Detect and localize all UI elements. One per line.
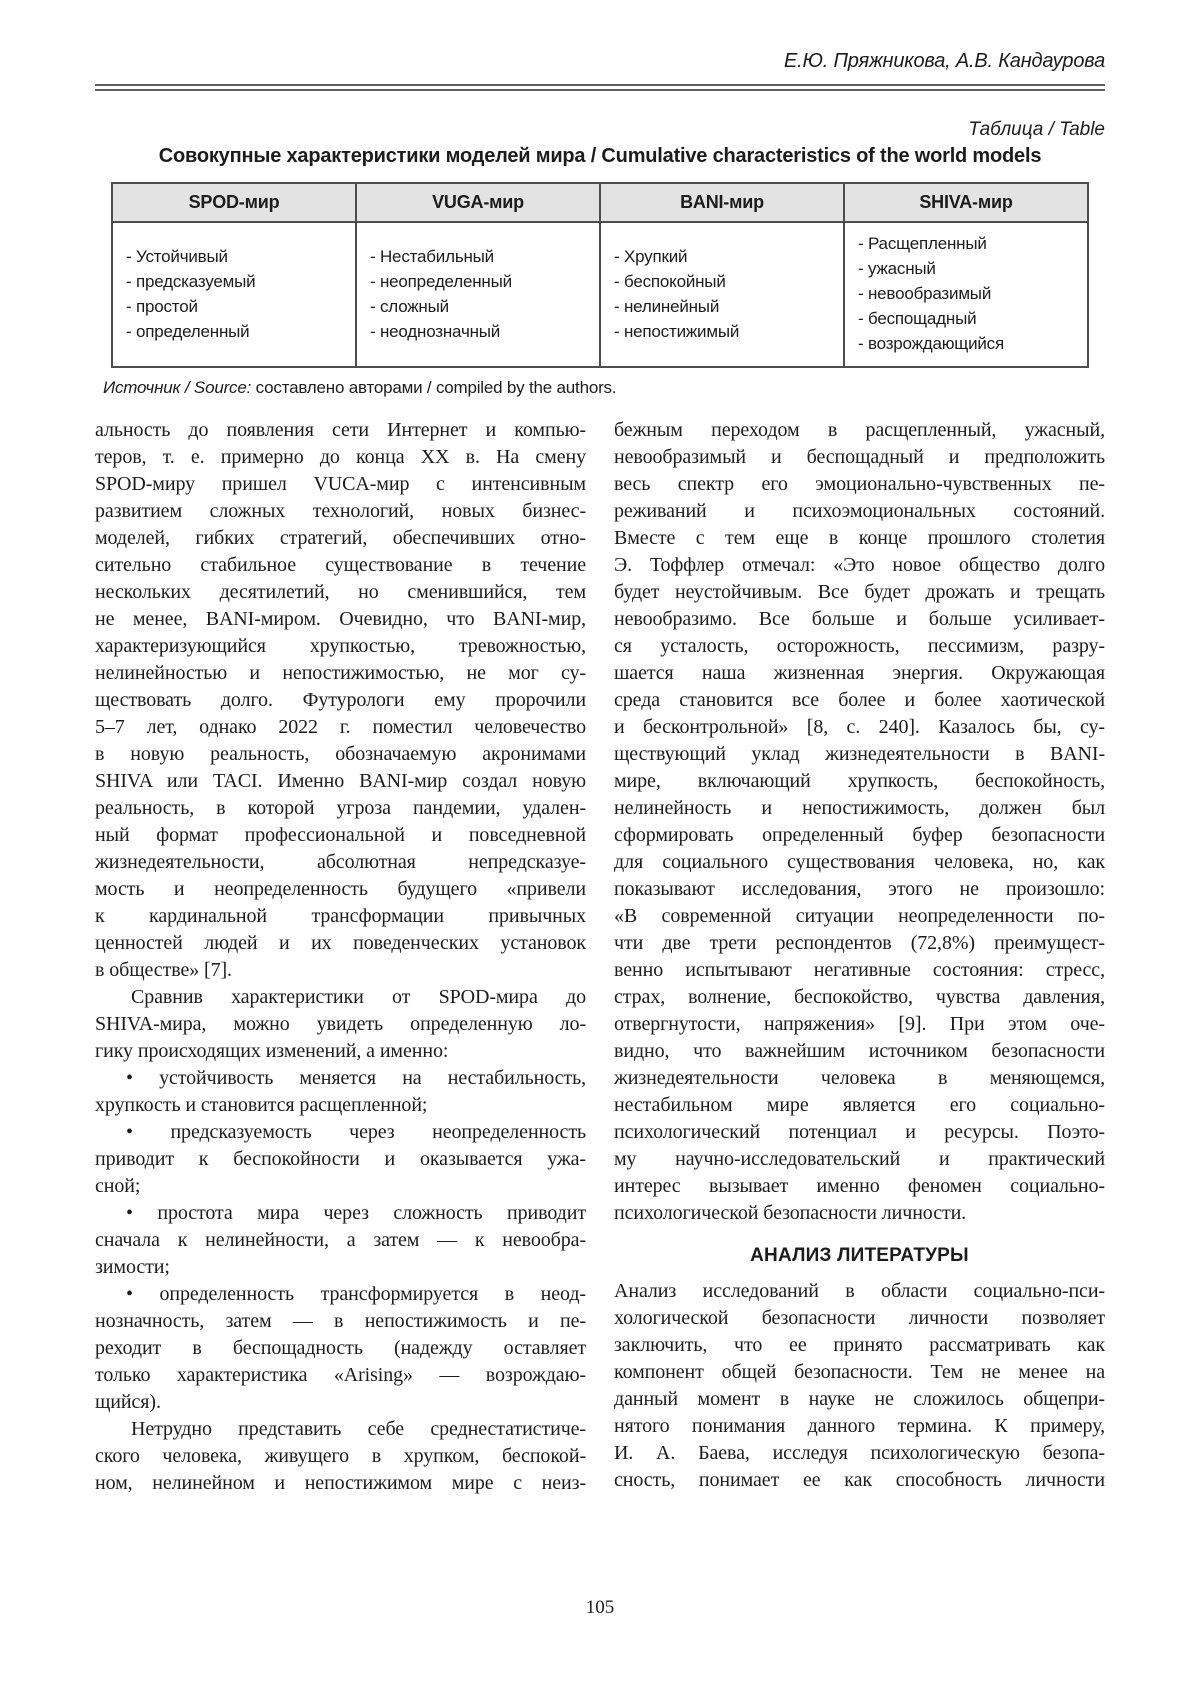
left-column	[95, 417, 586, 1497]
text-line: данный момент в науке не сложилось общепри-	[614, 1388, 1105, 1410]
text-line: жизнедеятельности, абсолютная непредсказуе-	[95, 851, 586, 873]
table-cell	[112, 222, 356, 367]
table-cell-item: - неоднозначный	[370, 321, 501, 341]
text-line: сформировать определенный буфер безопасности	[614, 824, 1105, 846]
text-line: мость и неопределенность будущего «привели	[95, 878, 586, 900]
text-line: не менее, BANI-миром. Очевидно, что BANI-мир,	[95, 608, 586, 630]
text-line: характеризующийся хрупкостью, тревожностью,	[95, 635, 586, 657]
running-head-authors: Е.Ю. Пряжникова, А.В. Кандаурова	[784, 50, 1105, 72]
paragraph	[95, 1416, 586, 1497]
text-line: бежным переходом в расщепленный, ужасный,	[614, 419, 1105, 441]
text-line: хрупкость и становится расщепленной;	[95, 1094, 428, 1116]
table-cell-item: - Устойчивый	[126, 246, 228, 266]
header-rule	[95, 84, 1105, 91]
text-line: • определенность трансформируется в неод-	[126, 1283, 586, 1305]
table-source-text: составлено авторами / compiled by the authors.	[255, 378, 617, 397]
text-line: реживаний и психоэмоциональных состояний.	[614, 500, 1105, 522]
text-line: шается наша жизненная энергия. Окружающая	[614, 662, 1105, 684]
text-line: альность до появления сети Интернет и компью-	[95, 419, 586, 441]
paragraph	[614, 417, 1105, 1227]
table-cell-item: - беспощадный	[858, 309, 977, 328]
table-cell-item: - ужасный	[858, 259, 936, 278]
text-line: компонент общей безопасности. Тем не менее на	[614, 1361, 1105, 1383]
text-line: «В современной ситуации неопределенности по-	[614, 905, 1105, 927]
text-line: Э. Тоффлер отмечал: «Это новое общество долго	[614, 554, 1105, 576]
text-line: SHIVA или TACI. Именно BANI-мир создал новую	[95, 770, 586, 792]
world-models-table	[111, 182, 1089, 368]
bullet-paragraph	[95, 1281, 586, 1416]
text-line: гику происходящих изменений, а именно:	[95, 1040, 449, 1062]
table-source-label: Источник / Source:	[103, 378, 252, 397]
body-columns	[95, 417, 1105, 1497]
text-line: психологический потенциал и ресурсы. Поэто-	[614, 1121, 1105, 1143]
text-line: мире, включающий хрупкость, беспокойность,	[614, 770, 1105, 792]
text-line: SHIVA-мира, можно увидеть определенную ло-	[95, 1013, 586, 1035]
text-line: нятого понимания данного термина. К примеру,	[614, 1415, 1105, 1437]
paragraph	[614, 1278, 1105, 1494]
text-line: страх, волнение, беспокойство, чувства давления,	[614, 986, 1105, 1008]
text-line: сначала к нелинейности, а затем — к невообра-	[95, 1229, 586, 1251]
text-line: для социального существования человека, но, как	[614, 851, 1105, 873]
page-number: 105	[585, 1597, 615, 1618]
text-line: • устойчивость меняется на нестабильность,	[126, 1067, 586, 1089]
text-line: отвергнутости, напряжения» [9]. При этом оче-	[614, 1013, 1105, 1035]
bullet-paragraph	[95, 1119, 586, 1200]
table-cell-item: - нелинейный	[614, 296, 720, 316]
text-line: SPOD-миру пришел VUCA-мир с интенсивным	[95, 473, 586, 495]
table-header-row	[112, 183, 1088, 222]
text-line: щийся).	[95, 1391, 161, 1413]
text-line: ный формат профессиональной и повседневной	[95, 824, 586, 846]
text-line: Анализ исследований в области социально-пси-	[614, 1280, 1105, 1302]
text-line: нозначность, затем — в непостижимость и пе-	[95, 1310, 586, 1332]
text-line: будет неустойчивым. Все будет дрожать и трещать	[614, 581, 1105, 603]
table-header-cell: SHIVA-мир	[844, 183, 1088, 222]
text-line: показывают исследования, этого не произошло:	[614, 878, 1105, 900]
bullet-paragraph	[95, 1065, 586, 1119]
text-line: интерес вызывает именно феномен социально-	[614, 1175, 1105, 1197]
text-line: 5–7 лет, однако 2022 г. поместил человечество	[95, 716, 586, 738]
text-line: приводит к беспокойности и оказывается ужа-	[95, 1148, 586, 1170]
text-line: ществующий уклад жизнедеятельности в BANI-	[614, 743, 1105, 765]
text-line: И. А. Баева, исследуя психологическую безопа-	[614, 1442, 1105, 1464]
table-header-cell: SPOD-мир	[112, 183, 356, 222]
text-line: теров, т. е. примерно до конца XX в. На смену	[95, 446, 586, 468]
text-line: невообразимо. Все больше и больше усиливает-	[614, 608, 1105, 630]
text-line: к кардинальной трансформации привычных	[95, 905, 586, 927]
right-column	[614, 417, 1105, 1497]
text-line: психологической безопасности личности.	[614, 1202, 967, 1224]
table-title: Совокупные характеристики моделей мира / Cumulative characteristics of the world models	[158, 145, 1042, 167]
text-line: сность, понимает ее как способность личности	[614, 1469, 1105, 1491]
text-line: • предсказуемость через неопределенность	[126, 1121, 586, 1143]
table-caption: Таблица / Table	[968, 119, 1105, 140]
text-line: ном, нелинейном и непостижимом мире с неиз-	[95, 1472, 586, 1494]
text-line: Сравнив характеристики от SPOD-мира до	[131, 986, 586, 1008]
text-line: жизнедеятельности человека в меняющемся,	[614, 1067, 1105, 1089]
text-line: сной;	[95, 1175, 141, 1197]
text-line: невообразимый и беспощадный и предположить	[614, 446, 1105, 468]
table-cell-item: - возрождающийся	[858, 334, 1004, 353]
table-cell-item: - невообразимый	[858, 284, 992, 303]
text-line: Нетрудно представить себе среднестатистиче-	[131, 1418, 586, 1440]
text-line: только характеристика «Arising» — возрождаю-	[95, 1364, 586, 1386]
text-line: среда становится все более и более хаотической	[614, 689, 1105, 711]
text-line: и бесконтрольной» [8, с. 240]. Казалось бы, су-	[614, 716, 1105, 738]
table-cell-item: - предсказуемый	[126, 271, 256, 291]
table-cell-item: - определенный	[126, 321, 250, 341]
text-line: в обществе» [7].	[95, 959, 232, 981]
text-line: нелинейностью и непостижимостью, не мог су-	[95, 662, 586, 684]
text-line: нескольких десятилетий, но сменившийся, тем	[95, 581, 586, 603]
table-cell	[356, 222, 600, 367]
text-line: ценностей людей и их поведенческих установок	[95, 932, 586, 954]
text-line: ского человека, живущего в хрупком, беспокой-	[95, 1445, 586, 1467]
text-line: зимости;	[95, 1256, 170, 1278]
table-cell-item: - Расщепленный	[858, 234, 987, 253]
table-cell-item: - неопределенный	[370, 271, 512, 291]
table-cell-item: - Нестабильный	[370, 246, 494, 266]
bullet-paragraph	[95, 1200, 586, 1281]
text-line: хологической безопасности личности позволяет	[614, 1307, 1105, 1329]
text-line: в новую реальность, обозначаемую акронимами	[95, 743, 586, 765]
table-cell-item: - сложный	[370, 296, 449, 316]
text-line: Вместе с тем еще в конце прошлого столетия	[614, 527, 1105, 549]
table-cell	[600, 222, 844, 367]
table-cell-item: - непостижимый	[614, 321, 740, 341]
text-line: моделей, гибких стратегий, обеспечивших отно-	[95, 527, 586, 549]
text-line: сительно стабильное существование в течение	[95, 554, 586, 576]
text-line: заключить, что ее принято рассматривать как	[614, 1334, 1105, 1356]
table-cell-item: - беспокойный	[614, 271, 726, 291]
text-line: развитием сложных технологий, новых бизнес-	[95, 500, 586, 522]
table-cell-item: - простой	[126, 296, 198, 316]
table-body-row	[112, 222, 1088, 367]
text-line: • простота мира через сложность приводит	[126, 1202, 586, 1224]
text-line: ся усталость, осторожность, пессимизм, разру-	[614, 635, 1105, 657]
text-line: реходит в беспощадность (надежду оставляет	[95, 1337, 586, 1359]
text-line: реальность, в которой угроза пандемии, удален-	[95, 797, 586, 819]
table-header-cell: BANI-мир	[600, 183, 844, 222]
text-line: му научно-исследовательский и практический	[614, 1148, 1105, 1170]
paragraph	[95, 984, 586, 1065]
table-source	[103, 378, 1105, 398]
text-line: венно испытывают негативные состояния: стресс,	[614, 959, 1105, 981]
text-line: чти две трети респондентов (72,8%) преимущест-	[614, 932, 1105, 954]
table-cell	[844, 222, 1088, 367]
text-line: нелинейность и непостижимость, должен был	[614, 797, 1105, 819]
text-line: весь спектр его эмоционально-чувственных пе-	[614, 473, 1105, 495]
paragraph	[95, 417, 586, 984]
section-heading: АНАЛИЗ ЛИТЕРАТУРЫ	[750, 1245, 969, 1266]
table-header-cell: VUGA-мир	[356, 183, 600, 222]
text-line: видно, что важнейшим источником безопасности	[614, 1040, 1105, 1062]
text-line: нестабильном мире является его социально-	[614, 1094, 1105, 1116]
text-line: ществовать долго. Футурологи ему пророчили	[95, 689, 586, 711]
table-cell-item: - Хрупкий	[614, 246, 688, 266]
